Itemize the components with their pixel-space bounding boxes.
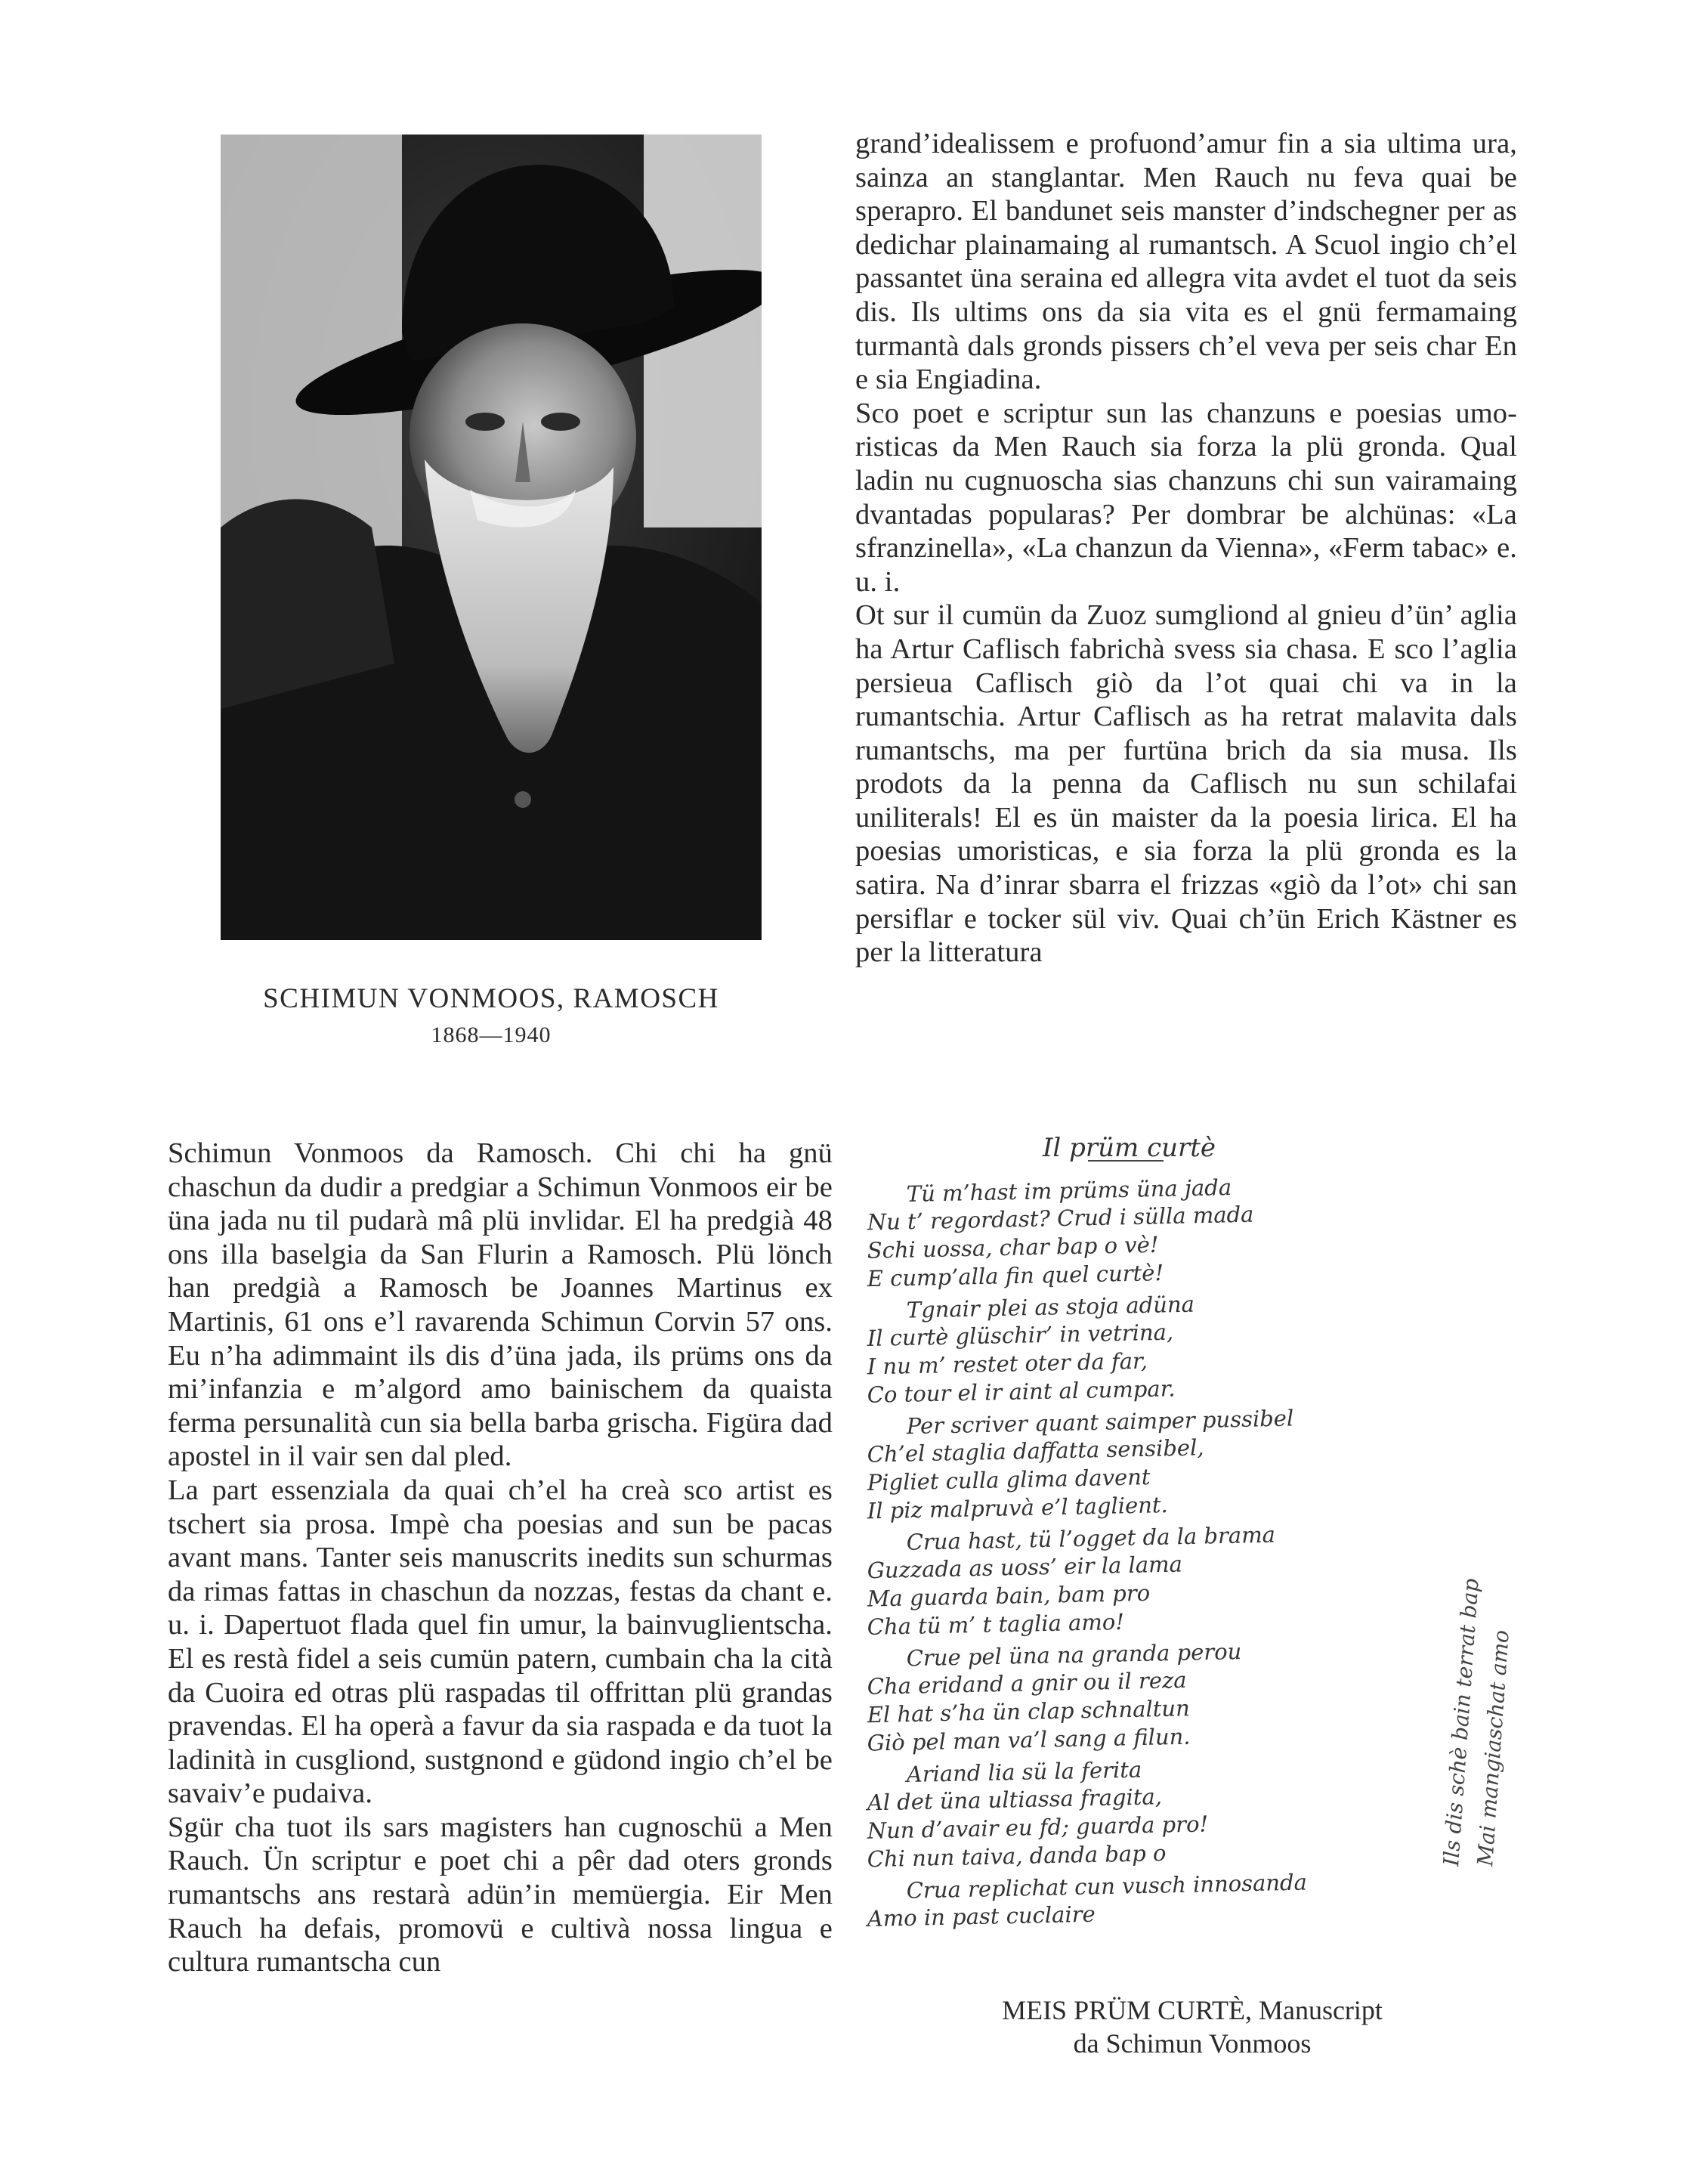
manuscript-line: Il curtè glüschir’ in vetrina, <box>867 1319 1174 1351</box>
manuscript-line: Giò pel man va’l sang a filun. <box>867 1723 1191 1756</box>
manuscript-caption-line2: da Schimun Vonmoos <box>1073 2028 1312 2059</box>
portrait-photo <box>221 135 762 940</box>
portrait-caption-name: SCHIMUN VONMOOS, RAMOSCH <box>263 983 719 1014</box>
text-column-top-right <box>855 127 1517 970</box>
manuscript-line: Amo in past cuclaire <box>867 1901 1096 1932</box>
manuscript-margin-note: Mai mangiaschat amo <box>1473 1629 1514 1867</box>
manuscript-margin-note: Ils dis schè bain terrat bap <box>1439 1577 1484 1867</box>
manuscript-title: Il prüm curtè <box>1043 1133 1216 1163</box>
manuscript-image <box>854 1111 1519 1957</box>
paragraph: Sco poet e scriptur sun las chanzuns e poesias umoristicas da Men Rauch sia forza la plü gronda. Qual ladin nu cugnuoscha sias chanzuns chi sun vairamaing dvantadas popularas? Per dombrar be alchünas: «La sfranzinella», «La chanzun da Vienna», «Ferm tabac» e. u. i. <box>855 397 1517 598</box>
manuscript-line: Schi uossa, char bap o vè! <box>867 1231 1159 1264</box>
manuscript-caption-line1: MEIS PRÜM CURTÈ, Manuscript <box>1002 1995 1383 2025</box>
manuscript-line: E cump’alla fin quel curtè! <box>867 1259 1164 1292</box>
manuscript-line: Crua hast, tü l’ogget da la brama <box>906 1521 1276 1555</box>
manuscript-line: Pigliet culla glima davent <box>867 1464 1151 1496</box>
manuscript-line: Tü m’hast im prüms üna jada <box>906 1174 1232 1207</box>
manuscript-line: Guzzada as uoss’ eir la lama <box>867 1551 1183 1584</box>
manuscript-line: Il piz malpruvà e’l taglient. <box>867 1492 1169 1524</box>
portrait-caption <box>221 982 762 1050</box>
manuscript-line: Cha eridand a gnir ou il reza <box>867 1666 1187 1700</box>
manuscript-line: Crua replichat cun vusch innosanda <box>906 1869 1308 1904</box>
manuscript-line: El hat s’ha ün clap schnaltun <box>867 1695 1191 1728</box>
paragraph: Ot sur il cumün da Zuoz sumgliond al gnieu d’ün’ aglia ha Artur Caflisch fabrichà svess sia chasa. E sco l’aglia persieua Caflisch giò da l’ot quai chi va in la rumantschia. Artur Caflisch as ha retrat malavita dals rumantschs, ma per furtüna brich da sia musa. Ils prodots da la penna da Caflisch nu sun schilafai uniliterals! El es ün maister da la poesia lirica. El ha poesias umoristicas, e sia forza la plü gronda es la satira. Na d’inrar sbarra el frizzas «giò da l’ot» chi san persiflar e tocker sül viv. Quai ch’ün Erich Kästner es per la litteratura <box>855 599 1517 969</box>
manuscript-line: Chi nun taiva, danda bap o <box>867 1839 1167 1873</box>
paragraph: La part essenziala da quai ch’el ha creà sco artist es tschert sia prosa. Impè cha poesias and sun be pacas avant mans. Tanter seis manuscrits inedits sun schurmas da rimas fattas in chaschun da nozzas, festas da chant e. u. i. Dapertuot flada quel fin umur, la bainvuglientscha. El es restà fidel a seis cumün patern, cumbain cha la cità da Cuoira ed otras plü raspadas til offrittan plü grandas pravendas. El ha operà a favur da sia raspada e da tuot la ladinità in cusgliond, sustgnond e güdond ingio ch’el be savaiv’e pudaiva. <box>168 1474 833 1810</box>
manuscript-line: Ariand lia sü la ferita <box>906 1756 1142 1787</box>
manuscript-line: Al det üna ultiassa fragita, <box>867 1783 1163 1816</box>
manuscript-line: Ma guarda bain, bam pro <box>867 1579 1151 1612</box>
manuscript-caption <box>895 1994 1489 2060</box>
manuscript-line: Tgnair plei as stoja adüna <box>906 1291 1195 1323</box>
paragraph: Sgür cha tuot ils sars magisters han cugnoschü a Men Rauch. Ün scriptur e poet chi a pêr dad oters gronds rumantschs ans restarà adün’in memüergia. Eir Men Rauch ha defais, promovü e cultivà nossa lingua e cultura rumantscha cun <box>168 1811 833 1978</box>
portrait-caption-years: 1868—1940 <box>431 1022 552 1047</box>
paragraph: grand’idealissem e profuond’amur fin a sia ultima ura, sainza an stanglantar. Men Rauch nu feva quai be sperapro. El bandunet seis manster d’indschegner per as dedichar plainamaing al rumantsch. A Scuol ingio ch’el passantet üna seraina ed allegra vita avdet el tuot da seis dis. Ils ultims ons da sia vita es el gnü fermamaing turmantà dals gronds pissers ch’el veva per seis char En e sia Engiadina. <box>855 128 1517 396</box>
text-column-bottom-left <box>168 1137 833 1979</box>
manuscript-line: Nun d’avair eu fd; guarda pro! <box>867 1811 1209 1844</box>
manuscript-line: Cha tü m’ t taglia amo! <box>867 1608 1125 1640</box>
manuscript-line: Ch’el staglia daffatta sensibel, <box>867 1434 1204 1468</box>
paragraph: Schimun Vonmoos da Ramosch. Chi chi ha gnü chaschun da dudir a predgiar a Schimun Vonmoos eir be üna jada nu til pudarà mâ plü invlidar. El ha predgià 48 ons illa baselgia da San Flurin a Ramosch. Plü lönch han predgià a Ramosch be Joannes Martinus ex Martinis, 61 ons e’l ravarenda Schimun Corvin 57 ons. Eu n’ha adimmaint ils dis d’üna jada, ils prüms ons da mi’infanzia e m’algord amo bainischem da quaista ferma persunalità cun sia bella barba grischa. Figüra dad apostel in il vair sen dal pled. <box>168 1137 833 1473</box>
manuscript-line: Per scriver quant saimper pussibel <box>906 1405 1294 1440</box>
manuscript-line: Crue pel üna na granda perou <box>906 1638 1242 1672</box>
manuscript-line: Co tour el ir aint al cumpar. <box>867 1375 1176 1408</box>
manuscript-line: Nu t’ regordast? Crud i sülla mada <box>867 1201 1254 1236</box>
manuscript-line: I nu m’ restet oter da far, <box>867 1347 1148 1380</box>
